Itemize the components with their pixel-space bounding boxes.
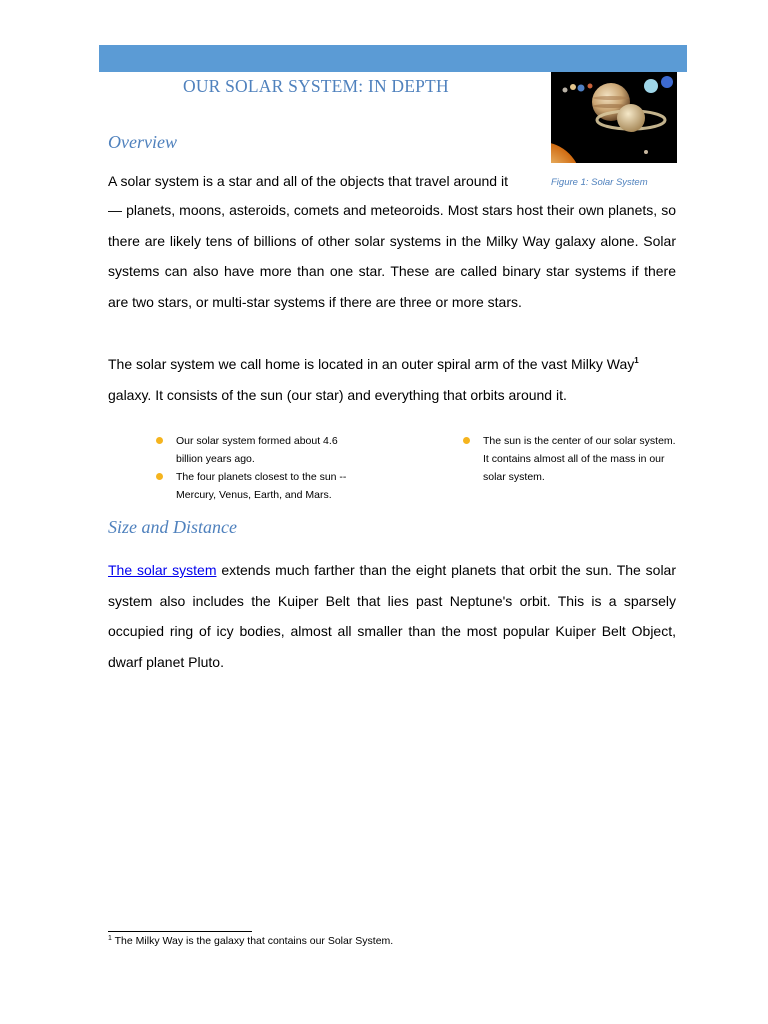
solar-system-icon <box>551 72 677 163</box>
footnote-text: The Milky Way is the galaxy that contains our Solar System. <box>114 935 394 947</box>
bullet-icon <box>156 473 163 480</box>
list-item-text: The four planets closest to the sun -- Mercury, Venus, Earth, and Mars. <box>176 471 347 501</box>
bullet-icon <box>463 437 470 444</box>
footnote-separator <box>108 931 252 932</box>
header-bar <box>99 45 687 72</box>
overview-paragraph-2-text: The solar system we call home is located in an outer spiral arm of the vast Milky Way <box>108 356 635 372</box>
overview-paragraph-2 <box>108 349 676 410</box>
list-item <box>156 432 366 468</box>
bullet-list-right <box>463 432 683 486</box>
list-item <box>463 432 683 486</box>
footnote-number: 1 <box>108 935 112 942</box>
size-distance-text: extends much farther than the eight planets that orbit the sun. The solar system also includes the Kuiper Belt that lies past Neptune's orbit. This is a sparsely occupied ring of icy bodies, almost all smaller than the most popular Kuiper Belt Object, dwarf planet Pluto. <box>108 562 677 670</box>
size-distance-paragraph <box>108 555 676 677</box>
footnote <box>108 935 393 947</box>
heading-size-and-distance: Size and Distance <box>108 517 237 537</box>
bullet-list-left <box>156 432 366 504</box>
overview-paragraph-1-first-line: A solar system is a star and all of the objects that travel around it <box>108 173 508 189</box>
list-item <box>156 468 366 504</box>
list-item-text: The sun is the center of our solar system. It contains almost all of the mass in our solar system. <box>483 435 676 483</box>
footnote-reference[interactable]: 1 <box>634 356 639 365</box>
heading-overview: Overview <box>108 132 177 152</box>
page-title: OUR SOLAR SYSTEM: IN DEPTH <box>183 76 449 96</box>
list-item-text: Our solar system formed about 4.6 billion years ago. <box>176 435 338 465</box>
bullet-icon <box>156 437 163 444</box>
figure-caption: Figure 1: Solar System <box>551 177 648 188</box>
overview-paragraph-2-continued: galaxy. It consists of the sun (our star) and everything that orbits around it. <box>108 386 567 403</box>
overview-paragraph-1: — planets, moons, asteroids, comets and meteoroids. Most stars host their own planets, so there are likely tens of billions of other solar systems in the Milky Way galaxy alone. Solar systems can also have more than one star. These are called binary star systems if there are two stars, or multi-star systems if there are three or more stars. <box>108 202 676 310</box>
solar-system-image <box>551 72 677 163</box>
solar-system-link[interactable]: The solar system <box>108 562 217 578</box>
